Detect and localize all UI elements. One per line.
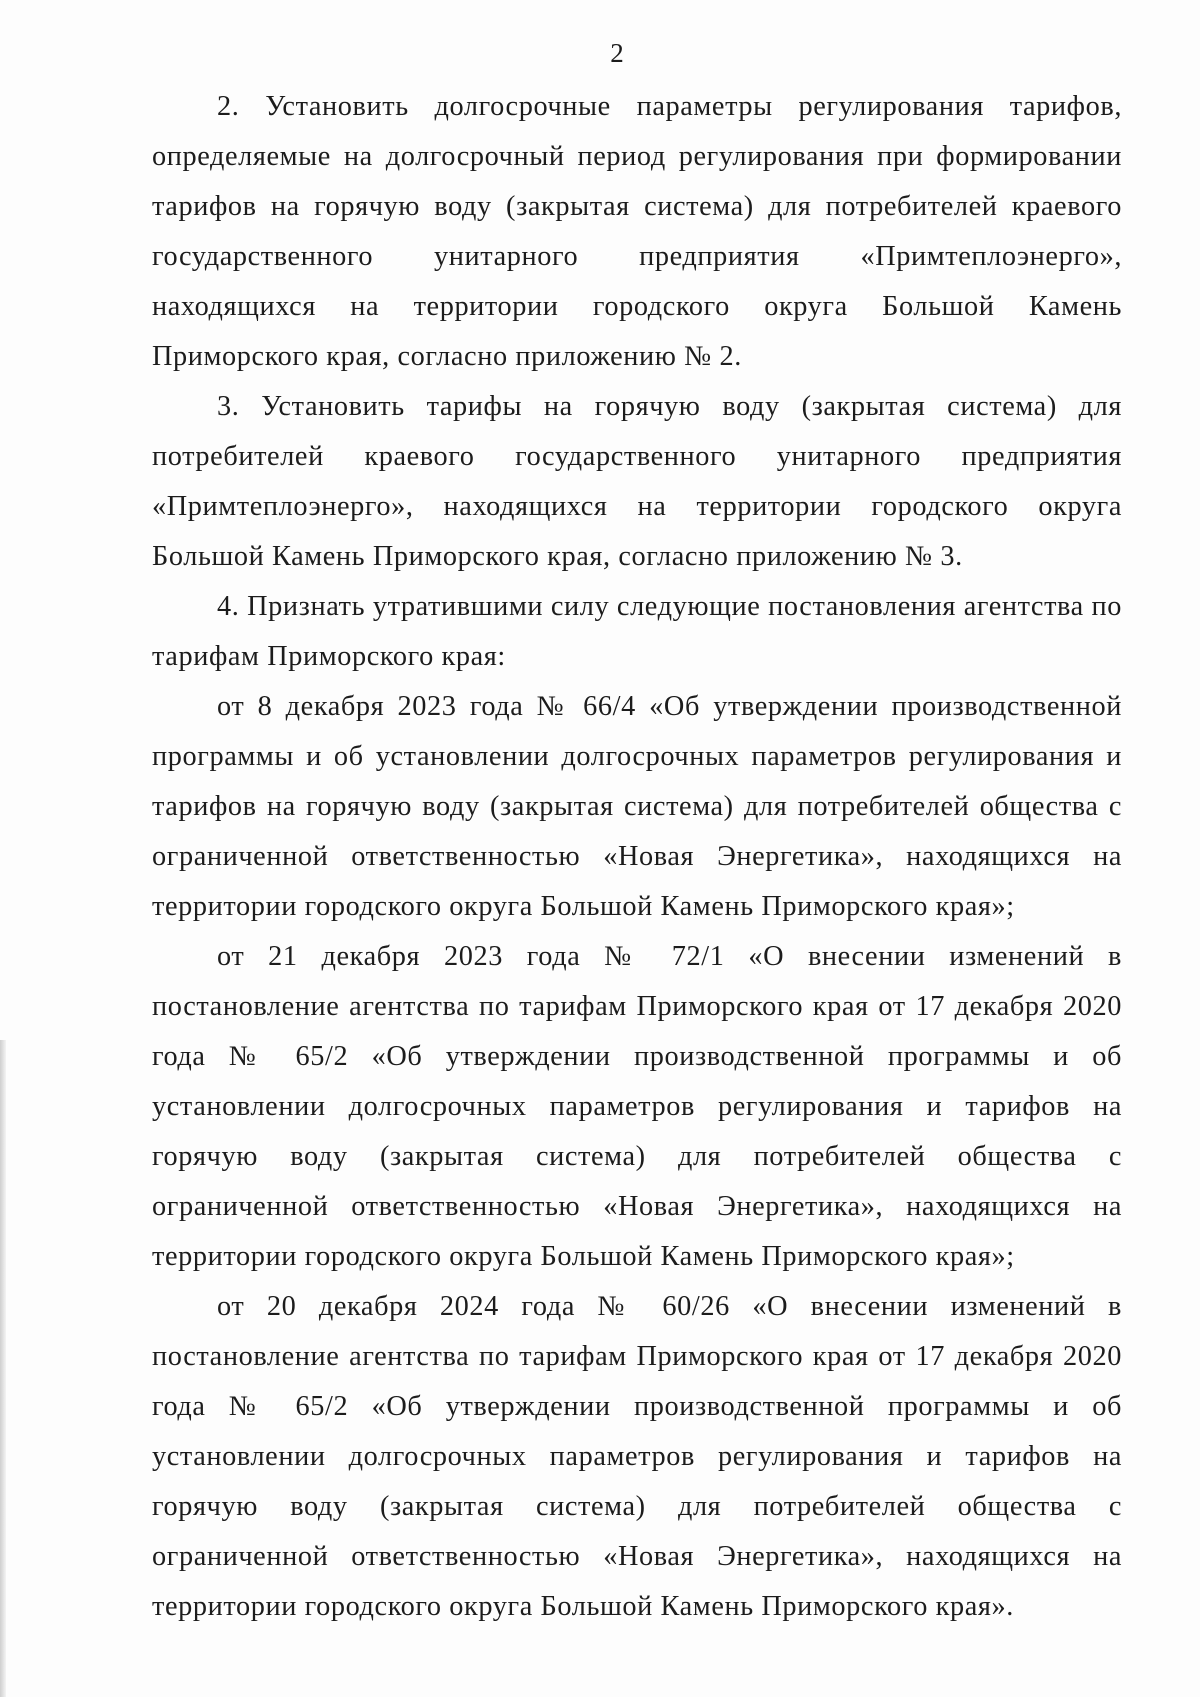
- repealed-resolution-66-4: от 8 декабря 2023 года № 66/4 «Об утверждении производственной программы и об установлении долгосрочных параметров регулирования и тарифов на горячую воду (закрытая система) для потребителей общества с ограниченной ответственностью «Новая Энергетика», находящихся на территории городского округа Большой Камень Приморского края»;: [152, 691, 1122, 922]
- page-number: 2: [610, 38, 624, 68]
- repealed-resolution-60-26: от 20 декабря 2024 года № 60/26 «О внесении изменений в постановление агентства по тарифам Приморского края от 17 декабря 2020 года № 65/2 «Об утверждении производственной программы и об установлении долгосрочных параметров регулирования и тарифов на горячую воду (закрытая система) для потребителей общества с ограниченной ответственностью «Новая Энергетика», находящихся на территории городского округа Большой Камень Приморского края».: [152, 1291, 1122, 1622]
- paragraph-item-3: 3. Установить тарифы на горячую воду (закрытая система) для потребителей краевого государственного унитарного предприятия «Примтеплоэнерго», находящихся на территории городского округа Большой Камень Приморского края, согласно приложению № 3.: [152, 391, 1122, 572]
- paragraph-item-2: 2. Установить долгосрочные параметры регулирования тарифов, определяемые на долгосрочный период регулирования при формировании тарифов на горячую воду (закрытая система) для потребителей краевого государственного унитарного предприятия «Примтеплоэнерго», находящихся на территории городского округа Большой Камень Приморского края, согласно приложению № 2.: [152, 91, 1122, 372]
- scan-edge-shadow: [0, 1040, 6, 1697]
- repealed-resolution-72-1: от 21 декабря 2023 года № 72/1 «О внесении изменений в постановление агентства по тарифам Приморского края от 17 декабря 2020 года № 65/2 «Об утверждении производственной программы и об установлении долгосрочных параметров регулирования и тарифов на горячую воду (закрытая система) для потребителей общества с ограниченной ответственностью «Новая Энергетика», находящихся на территории городского округа Большой Камень Приморского края»;: [152, 941, 1122, 1272]
- document-body: [152, 82, 1122, 1632]
- paragraph-item-4: 4. Признать утратившими силу следующие постановления агентства по тарифам Приморского края:: [152, 591, 1122, 672]
